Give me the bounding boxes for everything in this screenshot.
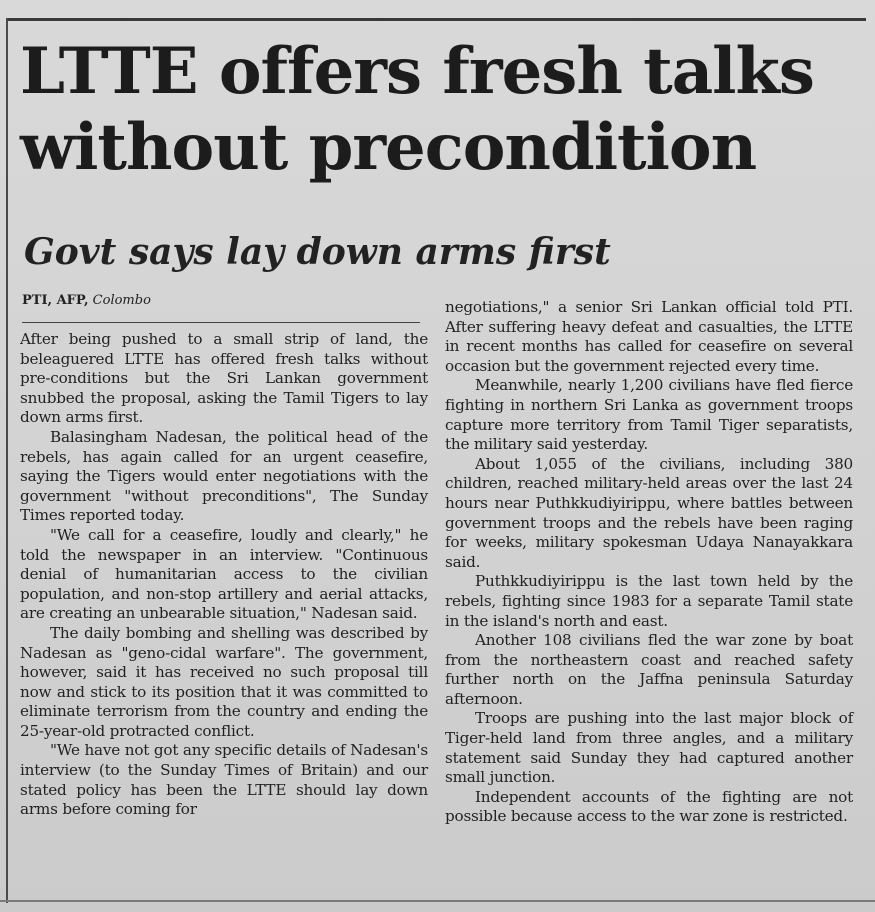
paragraph: negotiations," a senior Sri Lankan official told PTI. After suffering heavy defeat and casualties, the LTTE in recent months has called for ceasefire on several occasion but the government rejected every time. <box>445 298 853 375</box>
paragraph: After being pushed to a small strip of land, the beleaguered LTTE has offered fresh talks without pre-conditions but the Sri Lankan government snubbed the proposal, asking the Tamil Tigers to lay down arms first. <box>20 330 428 427</box>
left-column <box>20 330 428 820</box>
paragraph: About 1,055 of the civilians, including 380 children, reached military-held areas over the last 24 hours near Puthkkudiyirippu, where battles between government troops and the rebels have been raging for weeks, military spokesman Udaya Nanayakkara said. <box>445 454 853 571</box>
top-border-rule <box>6 18 866 21</box>
byline-rule <box>22 322 420 323</box>
paragraph: Another 108 civilians fled the war zone by boat from the northeastern coast and reached safety further north on the Jaffna peninsula Saturday afternoon. <box>445 631 853 708</box>
paragraph: "We call for a ceasefire, loudly and clearly," he told the newspaper in an interview. "Continuous denial of humanitarian access to the civilian population, and non-stop artillery and aerial attacks, are creating an unbearable situation," Nadesan said. <box>20 525 428 623</box>
paragraph: "We have not got any specific details of Nadesan's interview (to the Sunday Times of Britain) and our stated policy has been the LTTE should lay down arms before coming for <box>20 741 428 819</box>
byline-agencies: PTI, AFP, <box>22 293 89 308</box>
paragraph: Meanwhile, nearly 1,200 civilians have fled fierce fighting in northern Sri Lanka as government troops capture more territory from Tamil Tiger separatists, the military said yesterday. <box>445 376 853 454</box>
subheadline: Govt says lay down arms first <box>24 231 611 273</box>
byline-location: Colombo <box>92 293 151 308</box>
headline: LTTE offers fresh talks without precondition <box>20 34 814 185</box>
paragraph: Independent accounts of the fighting are not possible because access to the war zone is restricted. <box>445 787 853 826</box>
paragraph: Balasingham Nadesan, the political head of the rebels, has again called for an urgent ceasefire, saying the Tigers would enter negotiations with the government "without preconditions", The Sunday Times reported today. <box>20 427 428 525</box>
paragraph: The daily bombing and shelling was described by Nadesan as "geno-cidal warfare". The government, however, said it has received no such proposal till now and stick to its position that it was committed to eliminate terrorism from the country and ending the 25-year-old protracted conflict. <box>20 623 428 740</box>
paragraph: Troops are pushing into the last major block of Tiger-held land from three angles, and a military statement said Sunday they had captured another small junction. <box>445 709 853 787</box>
right-column <box>445 298 853 827</box>
byline <box>22 292 422 310</box>
paragraph: Puthkkudiyirippu is the last town held by the rebels, fighting since 1983 for a separate Tamil state in the island's north and east. <box>445 572 853 630</box>
left-border-rule <box>6 18 8 903</box>
bottom-border-rule <box>0 900 875 902</box>
